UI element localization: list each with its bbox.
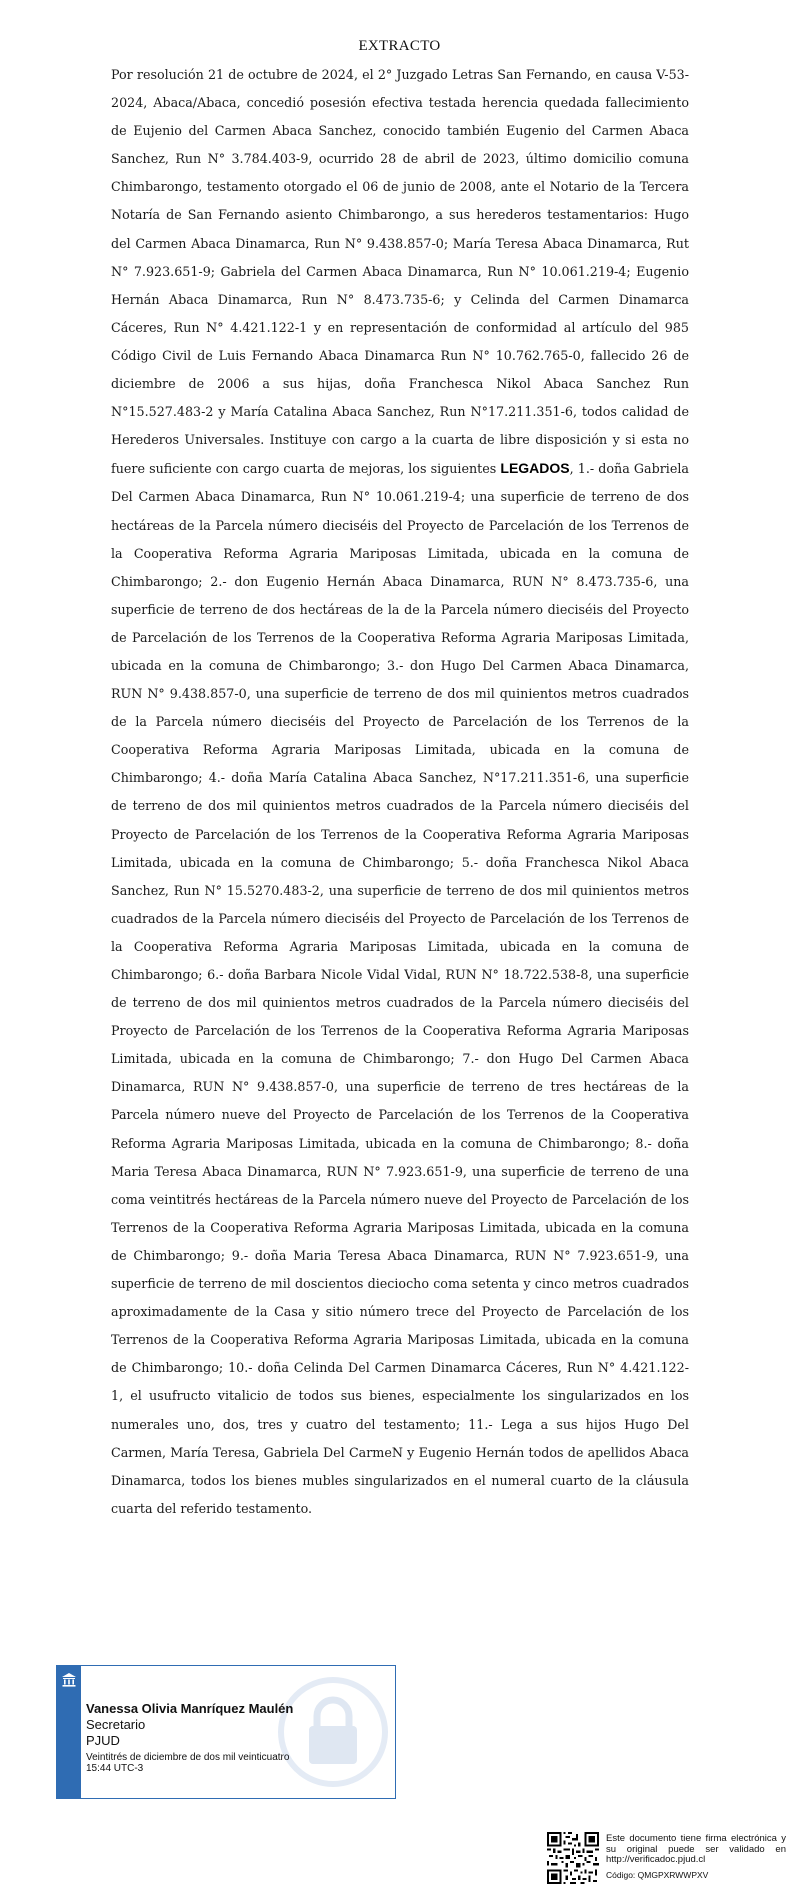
signature-time-line: 15:44 UTC-3 — [86, 1763, 144, 1774]
verification-text: Este documento tiene firma electrónica y su original puede ser validado en http://verificadoc.pjud.cl — [606, 1833, 786, 1865]
signer-organization: PJUD — [86, 1733, 120, 1748]
signature-details — [86, 1701, 293, 1774]
electronic-signature-box — [56, 1665, 396, 1799]
signer-name: Vanessa Olivia Manríquez Maulén — [86, 1701, 294, 1716]
body-text-part-2: , 1.- doña Gabriela Del Carmen Abaca Dinamarca, Run N° 10.061.219-4; una superficie de terreno de dos hectáreas de la Parcela número dieciséis del Proyecto de Parcelación de los Terrenos de la Cooperativa Reforma Agraria Mariposas Limitada, ubicada en la comuna de Chimbarongo; 2.- don Eugenio Hernán Abaca Dinamarca, RUN N° 8.473.735-6, una superficie de terreno de dos hectáreas de la de la Parcela número dieciséis del Proyecto de Parcelación de los Terrenos de la Cooperativa Reforma Agraria Mariposas Limitada, ubicada en la comuna de Chimbarongo; 3.- don Hugo Del Carmen Abaca Dinamarca, RUN N° 9.438.857-0, una superficie de terreno de dos mil quinientos metros cuadrados de la Parcela número dieciséis del Proyecto de Parcelación de los Terrenos de la Cooperativa Reforma Agraria Mariposas Limitada, ubicada en la comuna de Chimbarongo; 4.- doña María Catalina Abaca Sanchez, N°17.211.351-6, una superficie de terreno de dos mil quinientos metros cuadrados de la Parcela número dieciséis del Proyecto de Parcelación de los Terrenos de la Cooperativa Reforma Agraria Mariposas Limitada, ubicada en la comuna de Chimbarongo; 5.- doña Franchesca Nikol Abaca Sanchez, Run N° 15.5270.483-2, una superficie de terreno de dos mil quinientos metros cuadrados de la Parcela número dieciséis del Proyecto de Parcelación de los Terrenos de la Cooperativa Reforma Agraria Mariposas Limitada, ubicada en la comuna de Chimbarongo; 6.- doña Barbara Nicole Vidal Vidal, RUN N° 18.722.538-8, una superficie de terreno de dos mil quinientos metros cuadrados de la Parcela número dieciséis del Proyecto de Parcelación de los Terrenos de la Cooperativa Reforma Agraria Mariposas Limitada, ubicada en la comuna de Chimbarongo; 7.- don Hugo Del Carmen Abaca Dinamarca, RUN N° 9.438.857-0, una superficie de terreno de tres hectáreas de la Parcela número nueve del Proyecto de Parcelación de los Terrenos de la Cooperativa Reforma Agraria Mariposas Limitada, ubicada en la comuna de Chimbarongo; 8.- doña Maria Teresa Abaca Dinamarca, RUN N° 7.923.651-9, una superficie de terreno de una coma veintitrés hectáreas de la Parcela número nueve del Proyecto de Parcelación de los Terrenos de la Cooperativa Reforma Agraria Mariposas Limitada, ubicada en la comuna de Chimbarongo; 9.- doña Maria Teresa Abaca Dinamarca, RUN N° 7.923.651-9, una superficie de terreno de mil doscientos dieciocho coma setenta y cinco metros cuadrados aproximadamente de la Casa y sitio número trece del Proyecto de Parcelación de los Terrenos de la Cooperativa Reforma Agraria Mariposas Limitada, ubicada en la comuna de Chimbarongo; 10.- doña Celinda Del Carmen Dinamarca Cáceres, Run N° 4.421.122-1, el usufructo vitalicio de todos sus bienes, especialmente los singularizados en los numerales uno, dos, tres y cuatro del testamento; 11.- Lega a sus hijos Hugo Del Carmen, María Teresa, Gabriela Del CarmeN y Eugenio Hernán todos de apellidos Abaca Dinamarca, todos los bienes mubles singularizados en el numeral cuarto de la cláusula cuarta del referido testamento. — [111, 461, 689, 1516]
padlock-icon — [277, 1676, 389, 1788]
signature-accent-bar — [57, 1666, 81, 1798]
body-text-part-1: Por resolución 21 de octubre de 2024, el 2° Juzgado Letras San Fernando, en causa V-53-2024, Abaca/Abaca, concedió posesión efectiva testada herencia quedada fallecimiento de Eujenio del Carmen Abaca Sanchez, conocido también Eugenio del Carmen Abaca Sanchez, Run N° 3.784.403-9, ocurrido 28 de abril de 2023, último domicilio comuna Chimbarongo, testamento otorgado el 06 de junio de 2008, ante el Notario de la Tercera Notaría de San Fernando asiento Chimbarongo, a sus herederos testamentarios: Hugo del Carmen Abaca Dinamarca, Run N° 9.438.857-0; María Teresa Abaca Dinamarca, Rut N° 7.923.651-9; Gabriela del Carmen Abaca Dinamarca, Run N° 10.061.219-4; Eugenio Hernán Abaca Dinamarca, Run N° 8.473.735-6; y Celinda del Carmen Dinamarca Cáceres, Run N° 4.421.122-1 y en representación de conformidad al artículo del 985 Código Civil de Luis Fernando Abaca Dinamarca Run N° 10.762.765-0, fallecido 26 de diciembre de 2006 a sus hijas, doña Franchesca Nikol Abaca Sanchez Run N°15.527.483-2 y María Catalina Abaca Sanchez, Run N°17.211.351-6, todos calidad de Herederos Universales. Instituye con cargo a la cuarta de libre disposición y si esta no fuere suficiente con cargo cuarta de mejoras, los siguientes — [111, 67, 689, 477]
signature-date — [86, 1752, 293, 1774]
verification-notice — [606, 1834, 786, 1880]
qr-code-icon[interactable] — [547, 1832, 599, 1884]
legados-heading: LEGADOS — [500, 460, 570, 477]
document-title: EXTRACTO — [358, 38, 441, 54]
signature-date-line: Veintitrés de diciembre de dos mil veinticuatro — [86, 1752, 290, 1763]
signer-role: Secretario — [86, 1717, 146, 1732]
courthouse-icon — [61, 1672, 77, 1688]
verification-code: Código: QMGPXRWWPXV — [606, 1869, 709, 1880]
document-body — [111, 61, 689, 1523]
